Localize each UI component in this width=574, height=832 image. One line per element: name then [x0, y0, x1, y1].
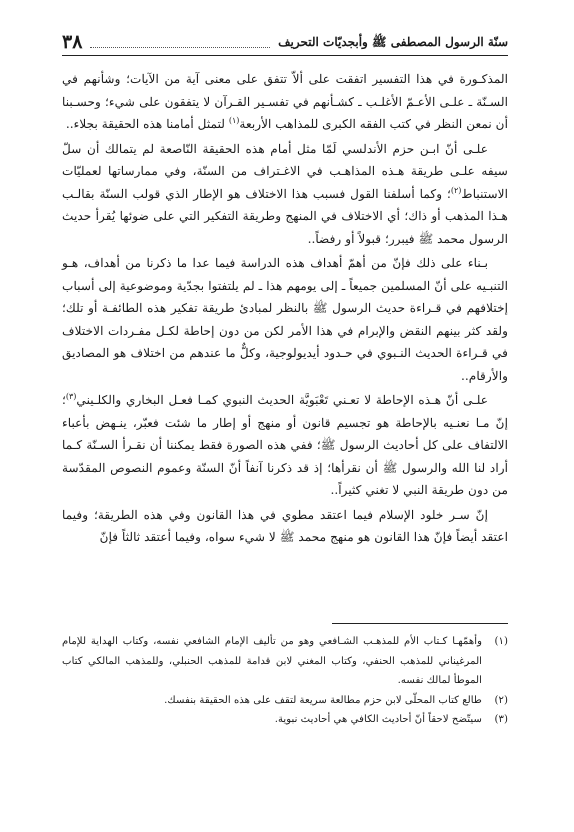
- paragraph-text: علـى أنّ هـذه الإحاطة لا تعـني تَعْبَويَّة الحديث النبوي كمـا فعـل البخاري والكلـيني: [76, 393, 488, 407]
- paragraph-3: [62, 252, 508, 387]
- footnote-1: [62, 632, 508, 691]
- running-title: سنّة الرسول المصطفى ﷺ وأبجديّات التحريف: [278, 35, 508, 49]
- page-header: [62, 26, 508, 56]
- footnote-text: وأهمّهـا كـتاب الأم للمذهـب الشـافعي وهو من تأليف الإمام الشافعي نفسه، وكتاب الهداية للإمام المرغيناني للمذهب الحنفي، وكتاب المغني لابن قدامة للمذهب الحنبلي، وللمذهب المالكي كتاب الموطأ لمالك نفسه.: [62, 636, 482, 686]
- footnote-number: (٢): [494, 694, 508, 706]
- footnote-3: [62, 710, 508, 730]
- page-number: ٣٨: [62, 31, 83, 53]
- footnote-text: طالع كتاب المحلّى لابن حزم مطالعة سريعة لتقف على هذه الحقيقة بنفسك.: [164, 694, 482, 706]
- paragraph-text-tail: ؛ إنّ مـا نعنـيه بالإحاطة هو تجسيم قانون أو منهج أو إطار ما شئت فعبّر، ينـهض بأعباء الالتفاف على كل أحاديث الرسول ﷺ؛ ففي هذه الصورة فقط يمكننا أن نقـرأ السـنّة كـما أراد لنا الله والرسول ﷺ أن نقرأها؛ إذ قد ذكرنا آنفاً أنّ السنّة وعموم النصوص المقدّسة من دون طريقة النبي لا تغني كثيراً..: [62, 393, 508, 497]
- paragraph-text-tail: لتمثل أمامنا هذه الحقيقة بجلاء..: [65, 117, 229, 131]
- paragraph-text: بـناء على ذلك فإنّ من أهمّ أهداف هذه الدراسة فيما عدا ما ذكرنا من أهداف، هـو التنبـيه على أنّ المسلمين جميعاً ـ إلى يومهم هذا ـ لم يلتفتوا بجدّية وموضوعية إلى أسباب إختلافهم في قـراءة حديث الرسول ﷺ بالنظر لمبادئ طريقة تفكير هذه الطائفـة أو تلك؛ ولقد كثر بينهم النقض والإبرام في هذا الأمر لكن من دون إحاطة لكـل مفـردات الاختلاف في قـراءة الحديث النـبوي في حـدود أيديولوجية، وكلٌّ ما عندهم من اختلاف هو المصاديق والأرقام..: [62, 256, 508, 383]
- footnote-2: [62, 691, 508, 711]
- paragraph-5: [62, 504, 508, 549]
- footnote-text: سيتّضح لاحقاً أنّ أحاديث الكافي هي أحاديث نبوية.: [274, 714, 482, 725]
- paragraph-text: علـى أنّ ابـن حزم الأندلسي لَمّا مثل أمام هذه الحقيقة النّاصعة لم يتمالك أن سلّ سيفه علـى طريقة هـذه المذاهـب في الاغـتراف من السنّة، وفي ممارساتها لعمليّات الاستنباط: [62, 141, 508, 201]
- footnote-marker: (١): [228, 115, 240, 125]
- footnote-marker: (٣): [65, 391, 77, 401]
- footnote-marker: (٢): [450, 185, 462, 195]
- header-dotted-leader: [90, 47, 270, 48]
- paragraph-4: [62, 389, 508, 502]
- footnote-number: (٣): [494, 714, 508, 725]
- paragraph-text: المذكـورة في هذا التفسير اتفقت على ألاّ تتفق على معنى آية من الآيات؛ وشأنهم في السـنّة ـ علـى الأعـمّ الأغلـب ـ كشـأنهم في تفسـير القـرآن لا يتفقون على شيء؛ وحسـبنا أن نمعن النظر في كتب الفقه الكبرى للمذاهب الأربعة: [62, 72, 508, 131]
- paragraph-text: إنّ سـر خلود الإسلام فيما اعتقد مطوي في هذا القانون وفي هذه الطريقة؛ وفيما اعتقد أيضاً فإنّ هذا القانون هو منهج محمد ﷺ لا شيء سواه، وفيما أعتقد ثالثاً فإنّ: [62, 507, 508, 544]
- footnotes: [62, 632, 508, 730]
- paragraph-1: [62, 68, 508, 136]
- paragraph-2: [62, 138, 508, 251]
- footnote-separator: [332, 623, 508, 624]
- main-text: [62, 68, 508, 551]
- paragraph-text-tail: ؛ وكما أسلفنا القول فسبب هذا الاختلاف هو الإطار الذي قولب السنّة بقالـب هـذا المذهب أو ذاك؛ أي الاختلاف في المنهج وطريقة التفكير التي على ضوئها يُقرأ حديث الرسول محمد ﷺ فيبرر؛ قبولاً أو رفضاً..: [62, 186, 508, 246]
- footnote-number: (١): [494, 636, 508, 647]
